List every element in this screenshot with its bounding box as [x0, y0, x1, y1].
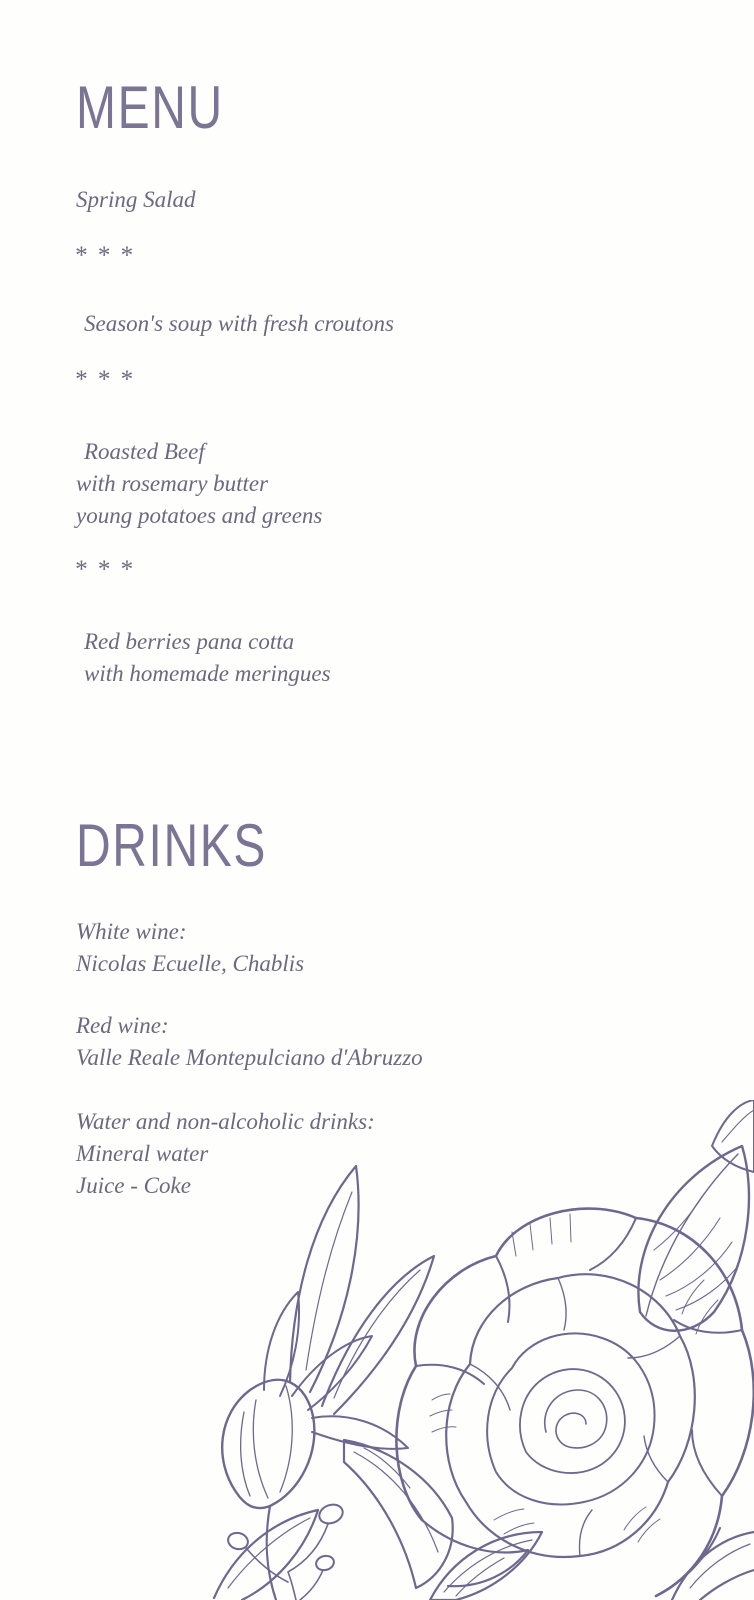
course-separator: * * *: [74, 556, 134, 583]
course-dessert: [76, 626, 331, 690]
rose-line-art-icon: [194, 1100, 754, 1600]
course-line: with homemade meringues: [84, 661, 331, 686]
drink-line: Mineral water: [76, 1141, 209, 1166]
course-line: with rosemary butter: [76, 471, 269, 496]
drink-line: Valle Reale Montepulciano d'Abruzzo: [76, 1045, 423, 1070]
drink-line: Red wine:: [76, 1013, 169, 1038]
course-separator: * * *: [74, 242, 134, 269]
course-line: Spring Salad: [76, 187, 196, 212]
drinks-red-wine: [76, 1010, 423, 1074]
course-line: Season's soup with fresh croutons: [84, 311, 394, 336]
course-line: young potatoes and greens: [76, 503, 323, 528]
drinks-title: DRINKS: [76, 812, 267, 879]
course-line: Red berries pana cotta: [84, 629, 295, 654]
drink-line: Nicolas Ecuelle, Chablis: [76, 951, 305, 976]
course-starter: [76, 184, 195, 216]
menu-title: MENU: [76, 74, 224, 141]
drink-line: Juice - Coke: [76, 1173, 191, 1198]
course-line: Roasted Beef: [84, 439, 205, 464]
course-main: [76, 436, 322, 532]
drink-line: Water and non-alcoholic drinks:: [76, 1109, 375, 1134]
drinks-white-wine: [76, 916, 304, 980]
course-separator: * * *: [74, 366, 134, 393]
drink-line: White wine:: [76, 919, 187, 944]
course-soup: [76, 308, 394, 340]
